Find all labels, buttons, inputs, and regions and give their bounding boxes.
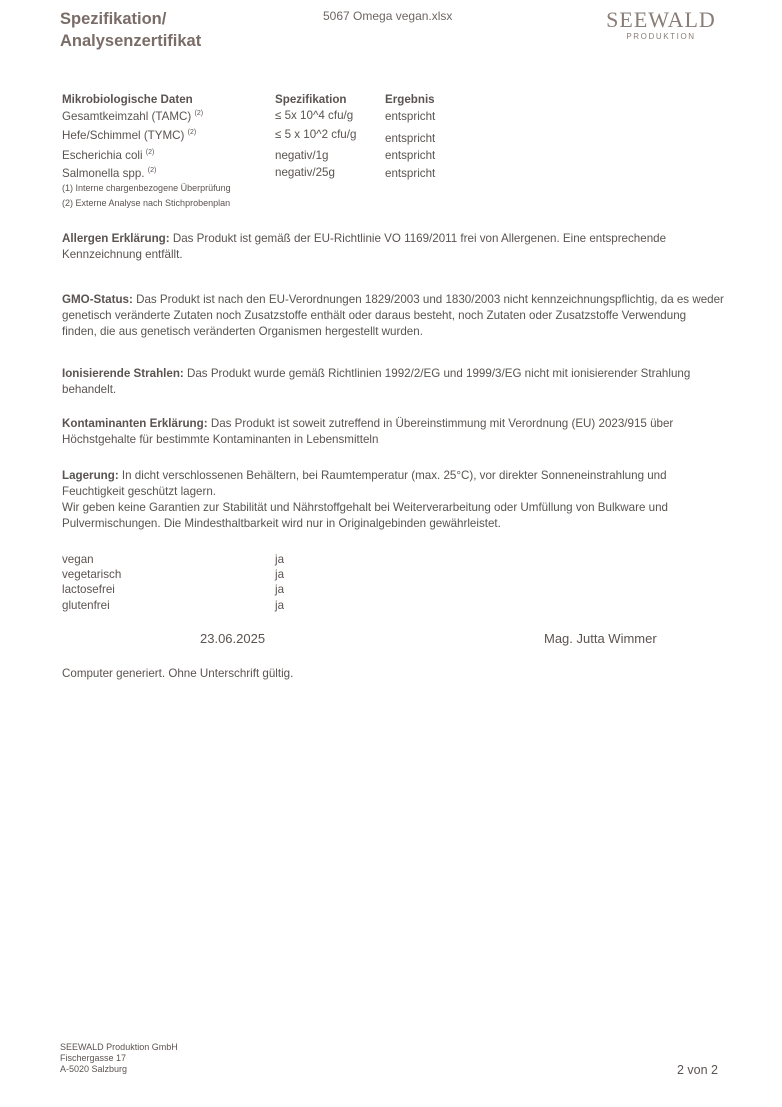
- radiation-text: Das Produkt wurde gemäß Richtlinien 1992/2/EG und 1999/3/EG nicht mit ionisierender Strahlung behandelt.: [62, 367, 691, 396]
- property-name: vegetarisch: [62, 568, 122, 581]
- allergen-section: [62, 231, 724, 263]
- gmo-label: GMO-Status:: [62, 293, 133, 306]
- storage-section: [62, 468, 724, 532]
- contaminants-text: Das Produkt ist soweit zutreffend in Übereinstimmung mit Verordnung (EU) 2023/915 über Höchstgehalte für bestimmte Kontaminanten in Lebensmitteln: [62, 417, 674, 446]
- allergen-text: Das Produkt ist gemäß der EU-Richtlinie VO 1169/2011 frei von Allergenen. Eine entsprechende Kennzeichnung entfällt.: [62, 232, 667, 261]
- micro-row-name: Hefe/Schimmel (TYMC) $^{(2)}$: [62, 129, 197, 142]
- storage-label: Lagerung:: [62, 469, 119, 482]
- storage-text-2: Wir geben keine Garantien zur Stabilität und Nährstoffgehalt bei Weiterverarbeitung oder Umfüllung von Bulkware und Pulvermischungen. Die Mindesthaltbarkeit wird nur in Originalgebinden gewährleistet.: [62, 501, 669, 530]
- micro-row-result: entspricht: [385, 167, 436, 180]
- micro-row-result: entspricht: [385, 149, 436, 162]
- radiation-section: [62, 366, 724, 398]
- property-value: ja: [275, 599, 285, 612]
- title-line-1: Spezifikation/: [60, 10, 167, 28]
- radiation-label: Ionisierende Strahlen:: [62, 367, 184, 380]
- document-title: [60, 8, 201, 52]
- gmo-section: [62, 292, 724, 340]
- signature-name: Mag. Jutta Wimmer: [544, 631, 657, 646]
- micro-row-name: Gesamtkeimzahl (TAMC) $^{(2)}$: [62, 110, 204, 123]
- title-line-2: Analysenzertifikat: [60, 32, 202, 50]
- gmo-text: Das Produkt ist nach den EU-Verordnungen 1829/2003 und 1830/2003 nicht kennzeichnungspflichtig, da es weder genetisch veränderte Zutaten noch Zusatzstoffe enthält oder daraus besteht, noch Zutaten oder Zusatzstoffe Verwendung finden, die aus genetisch veränderten Organismen hergestellt wurden.: [62, 293, 724, 338]
- page-number: 2 von 2: [677, 1063, 719, 1077]
- micro-row-name: Salmonella spp. $^{(2)}$: [62, 167, 157, 180]
- allergen-label: Allergen Erklärung:: [62, 232, 170, 245]
- footer-city: A-5020 Salzburg: [60, 1064, 128, 1074]
- footer-company: SEEWALD Produktion GmbH: [60, 1042, 178, 1052]
- micro-row-spec: negativ/1g: [275, 149, 329, 162]
- company-address: [60, 1042, 178, 1075]
- contaminants-label: Kontaminanten Erklärung:: [62, 417, 208, 430]
- property-name: vegan: [62, 553, 94, 566]
- signature-date: 23.06.2025: [200, 631, 266, 646]
- micro-row-result: entspricht: [385, 132, 436, 145]
- logo-wordmark: SEEWALD: [606, 7, 716, 32]
- property-value: ja: [275, 568, 285, 581]
- footnote-internal: (1) Interne chargenbezogene Überprüfung: [62, 183, 231, 193]
- property-name: lactosefrei: [62, 583, 115, 596]
- micro-header-spec: Spezifikation: [275, 93, 347, 106]
- contaminants-section: [62, 416, 724, 448]
- micro-row-result: entspricht: [385, 110, 436, 123]
- property-value: ja: [275, 583, 285, 596]
- micro-row-spec: negativ/25g: [275, 166, 335, 179]
- micro-row-name: Escherichia coli $^{(2)}$: [62, 149, 155, 162]
- logo-subline: PRODUKTION: [626, 32, 696, 41]
- footer-street: Fischergasse 17: [60, 1053, 127, 1063]
- micro-header-result: Ergebnis: [385, 93, 435, 106]
- computer-generated-note: Computer generiert. Ohne Unterschrift gültig.: [62, 667, 294, 680]
- property-value: ja: [275, 553, 285, 566]
- micro-header-name: Mikrobiologische Daten: [62, 93, 193, 106]
- micro-row-spec: ≤ 5 x 10^2 cfu/g: [275, 128, 357, 141]
- company-logo: [600, 8, 722, 42]
- property-name: glutenfrei: [62, 599, 110, 612]
- file-name: 5067 Omega vegan.xlsx: [323, 9, 453, 23]
- footnote-external: (2) Externe Analyse nach Stichprobenplan: [62, 198, 231, 208]
- micro-row-spec: ≤ 5x 10^4 cfu/g: [275, 109, 354, 122]
- storage-text: In dicht verschlossenen Behältern, bei Raumtemperatur (max. 25°C), vor direkter Sonneneinstrahlung und Feuchtigkeit geschützt lagern.: [62, 469, 667, 498]
